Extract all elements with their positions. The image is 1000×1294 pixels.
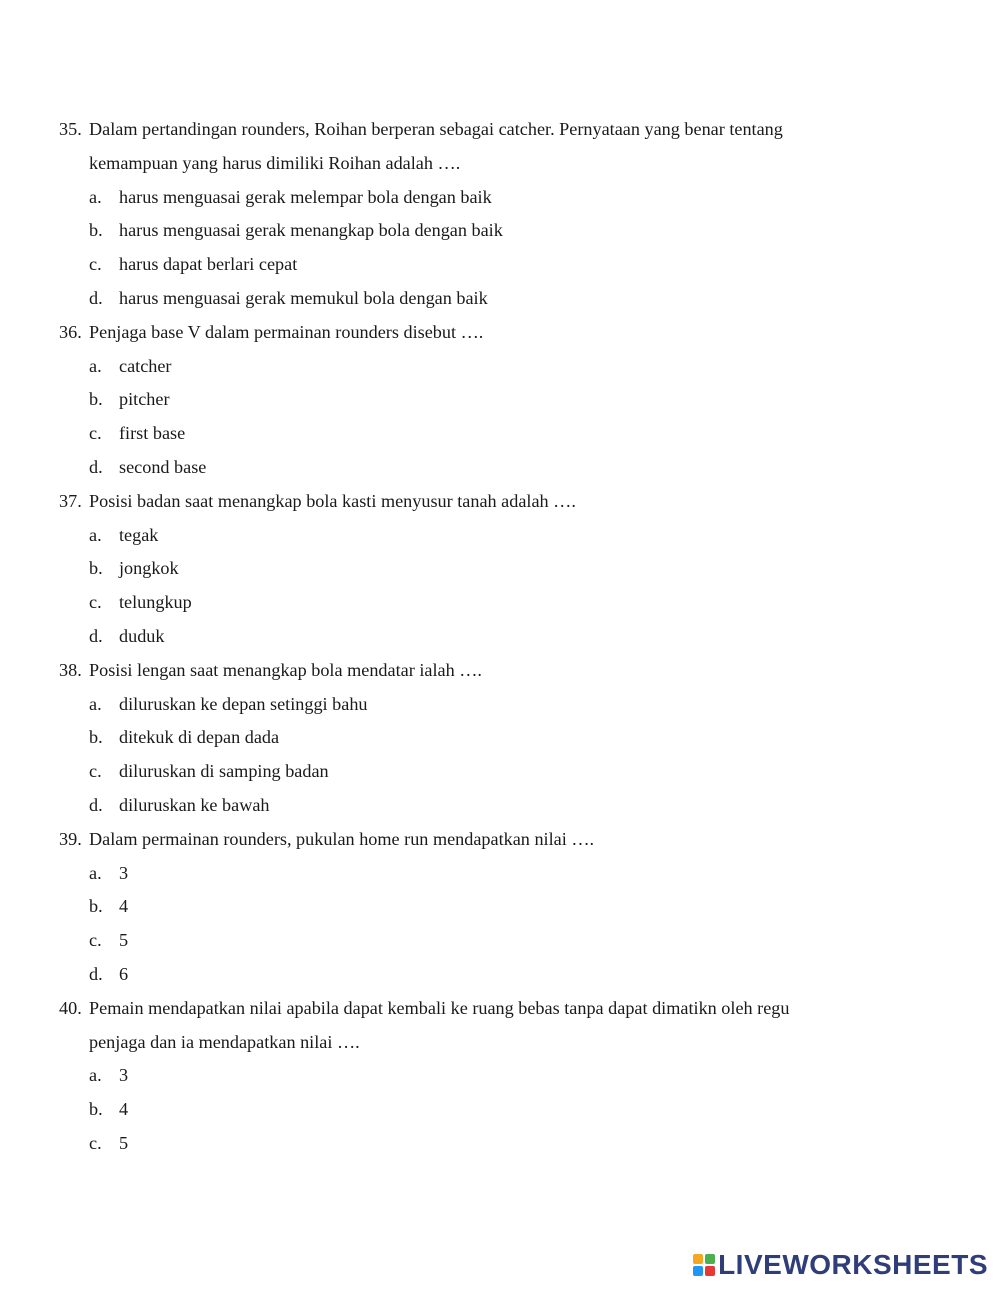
option-letter: c. [89, 761, 102, 782]
question-text: Penjaga base V dalam permainan rounders disebut …. [89, 321, 484, 342]
answer-option[interactable] [59, 1059, 959, 1093]
option-text: harus menguasai gerak melempar bola dengan baik [119, 186, 492, 207]
question-item [59, 992, 959, 1161]
option-letter: c. [89, 254, 102, 275]
option-text: 5 [119, 1132, 129, 1153]
answer-option[interactable] [59, 721, 959, 755]
option-text: diluruskan di samping badan [119, 761, 329, 782]
answer-option[interactable] [59, 620, 959, 654]
question-line [59, 485, 959, 519]
liveworksheets-logo [693, 1250, 988, 1280]
answer-option[interactable] [59, 1127, 959, 1161]
answer-option[interactable] [59, 519, 959, 553]
option-text: 6 [119, 963, 129, 984]
liveworksheets-icon [693, 1254, 715, 1276]
question-list [59, 113, 959, 1161]
question-item [59, 113, 959, 316]
option-letter: b. [89, 1099, 103, 1120]
answer-option[interactable] [59, 214, 959, 248]
question-item [59, 823, 959, 992]
answer-option[interactable] [59, 417, 959, 451]
answer-option[interactable] [59, 789, 959, 823]
option-letter: d. [89, 625, 103, 646]
option-letter: c. [89, 930, 102, 951]
option-text: first base [119, 423, 186, 444]
question-line-continued [59, 1026, 959, 1060]
question-line-continued [59, 147, 959, 181]
answer-options [59, 688, 959, 823]
option-text: 4 [119, 896, 129, 917]
option-text: harus menguasai gerak menangkap bola dengan baik [119, 220, 503, 241]
logo-square-icon [705, 1254, 715, 1264]
question-text: Pemain mendapatkan nilai apabila dapat kembali ke ruang bebas tanpa dapat dimatikn oleh regu [89, 997, 790, 1018]
answer-option[interactable] [59, 688, 959, 722]
option-text: diluruskan ke bawah [119, 794, 270, 815]
answer-option[interactable] [59, 890, 959, 924]
logo-text: LIVEWORKSHEETS [718, 1249, 988, 1280]
answer-options [59, 350, 959, 485]
option-text: 3 [119, 862, 129, 883]
option-text: telungkup [119, 592, 192, 613]
option-letter: a. [89, 524, 102, 545]
logo-square-icon [705, 1266, 715, 1276]
option-letter: b. [89, 389, 103, 410]
question-text: Posisi lengan saat menangkap bola mendatar ialah …. [89, 659, 482, 680]
option-letter: b. [89, 220, 103, 241]
answer-option[interactable] [59, 181, 959, 215]
option-text: diluruskan ke depan setinggi bahu [119, 693, 368, 714]
question-line [59, 113, 959, 147]
answer-option[interactable] [59, 282, 959, 316]
option-text: jongkok [119, 558, 179, 579]
option-text: catcher [119, 355, 172, 376]
question-line [59, 316, 959, 350]
option-letter: d. [89, 794, 103, 815]
question-text: Posisi badan saat menangkap bola kasti menyusur tanah adalah …. [89, 490, 576, 511]
option-letter: a. [89, 186, 102, 207]
question-item [59, 654, 959, 823]
answer-option[interactable] [59, 350, 959, 384]
answer-options [59, 519, 959, 654]
answer-option[interactable] [59, 924, 959, 958]
logo-square-icon [693, 1254, 703, 1264]
answer-options [59, 857, 959, 992]
option-text: duduk [119, 625, 165, 646]
answer-option[interactable] [59, 755, 959, 789]
answer-option[interactable] [59, 248, 959, 282]
question-item [59, 485, 959, 654]
option-text: 3 [119, 1065, 129, 1086]
option-text: ditekuk di depan dada [119, 727, 280, 748]
question-number: 38. [59, 659, 82, 680]
answer-option[interactable] [59, 1093, 959, 1127]
option-text: 4 [119, 1099, 129, 1120]
option-letter: d. [89, 456, 103, 477]
option-text: harus menguasai gerak memukul bola dengan baik [119, 287, 488, 308]
question-text: Dalam pertandingan rounders, Roihan berperan sebagai catcher. Pernyataan yang benar tentang [89, 119, 783, 139]
question-number: 39. [59, 828, 82, 849]
option-text: tegak [119, 524, 159, 545]
option-letter: b. [89, 558, 103, 579]
question-line [59, 823, 959, 857]
answer-option[interactable] [59, 451, 959, 485]
answer-option[interactable] [59, 552, 959, 586]
question-number: 40. [59, 997, 82, 1018]
answer-option[interactable] [59, 586, 959, 620]
option-letter: a. [89, 862, 102, 883]
question-line [59, 992, 959, 1026]
question-text: kemampuan yang harus dimiliki Roihan adalah …. [89, 152, 461, 173]
question-text: Dalam permainan rounders, pukulan home run mendapatkan nilai …. [89, 828, 595, 849]
option-text: 5 [119, 930, 129, 951]
question-item [59, 316, 959, 485]
question-line [59, 654, 959, 688]
option-letter: b. [89, 727, 103, 748]
answer-option[interactable] [59, 958, 959, 992]
question-number: 36. [59, 321, 82, 342]
option-letter: b. [89, 896, 103, 917]
answer-option[interactable] [59, 383, 959, 417]
answer-options [59, 181, 959, 316]
option-letter: a. [89, 1065, 102, 1086]
option-letter: c. [89, 1132, 102, 1153]
question-number: 35. [59, 119, 82, 139]
option-letter: a. [89, 693, 102, 714]
option-text: harus dapat berlari cepat [119, 254, 298, 275]
logo-square-icon [693, 1266, 703, 1276]
option-letter: d. [89, 963, 103, 984]
question-text: penjaga dan ia mendapatkan nilai …. [89, 1031, 360, 1052]
answer-options [59, 1059, 959, 1160]
option-letter: a. [89, 355, 102, 376]
option-letter: d. [89, 287, 103, 308]
option-text: pitcher [119, 389, 170, 410]
answer-option[interactable] [59, 857, 959, 891]
question-number: 37. [59, 490, 82, 511]
option-letter: c. [89, 423, 102, 444]
option-text: second base [119, 456, 207, 477]
option-letter: c. [89, 592, 102, 613]
